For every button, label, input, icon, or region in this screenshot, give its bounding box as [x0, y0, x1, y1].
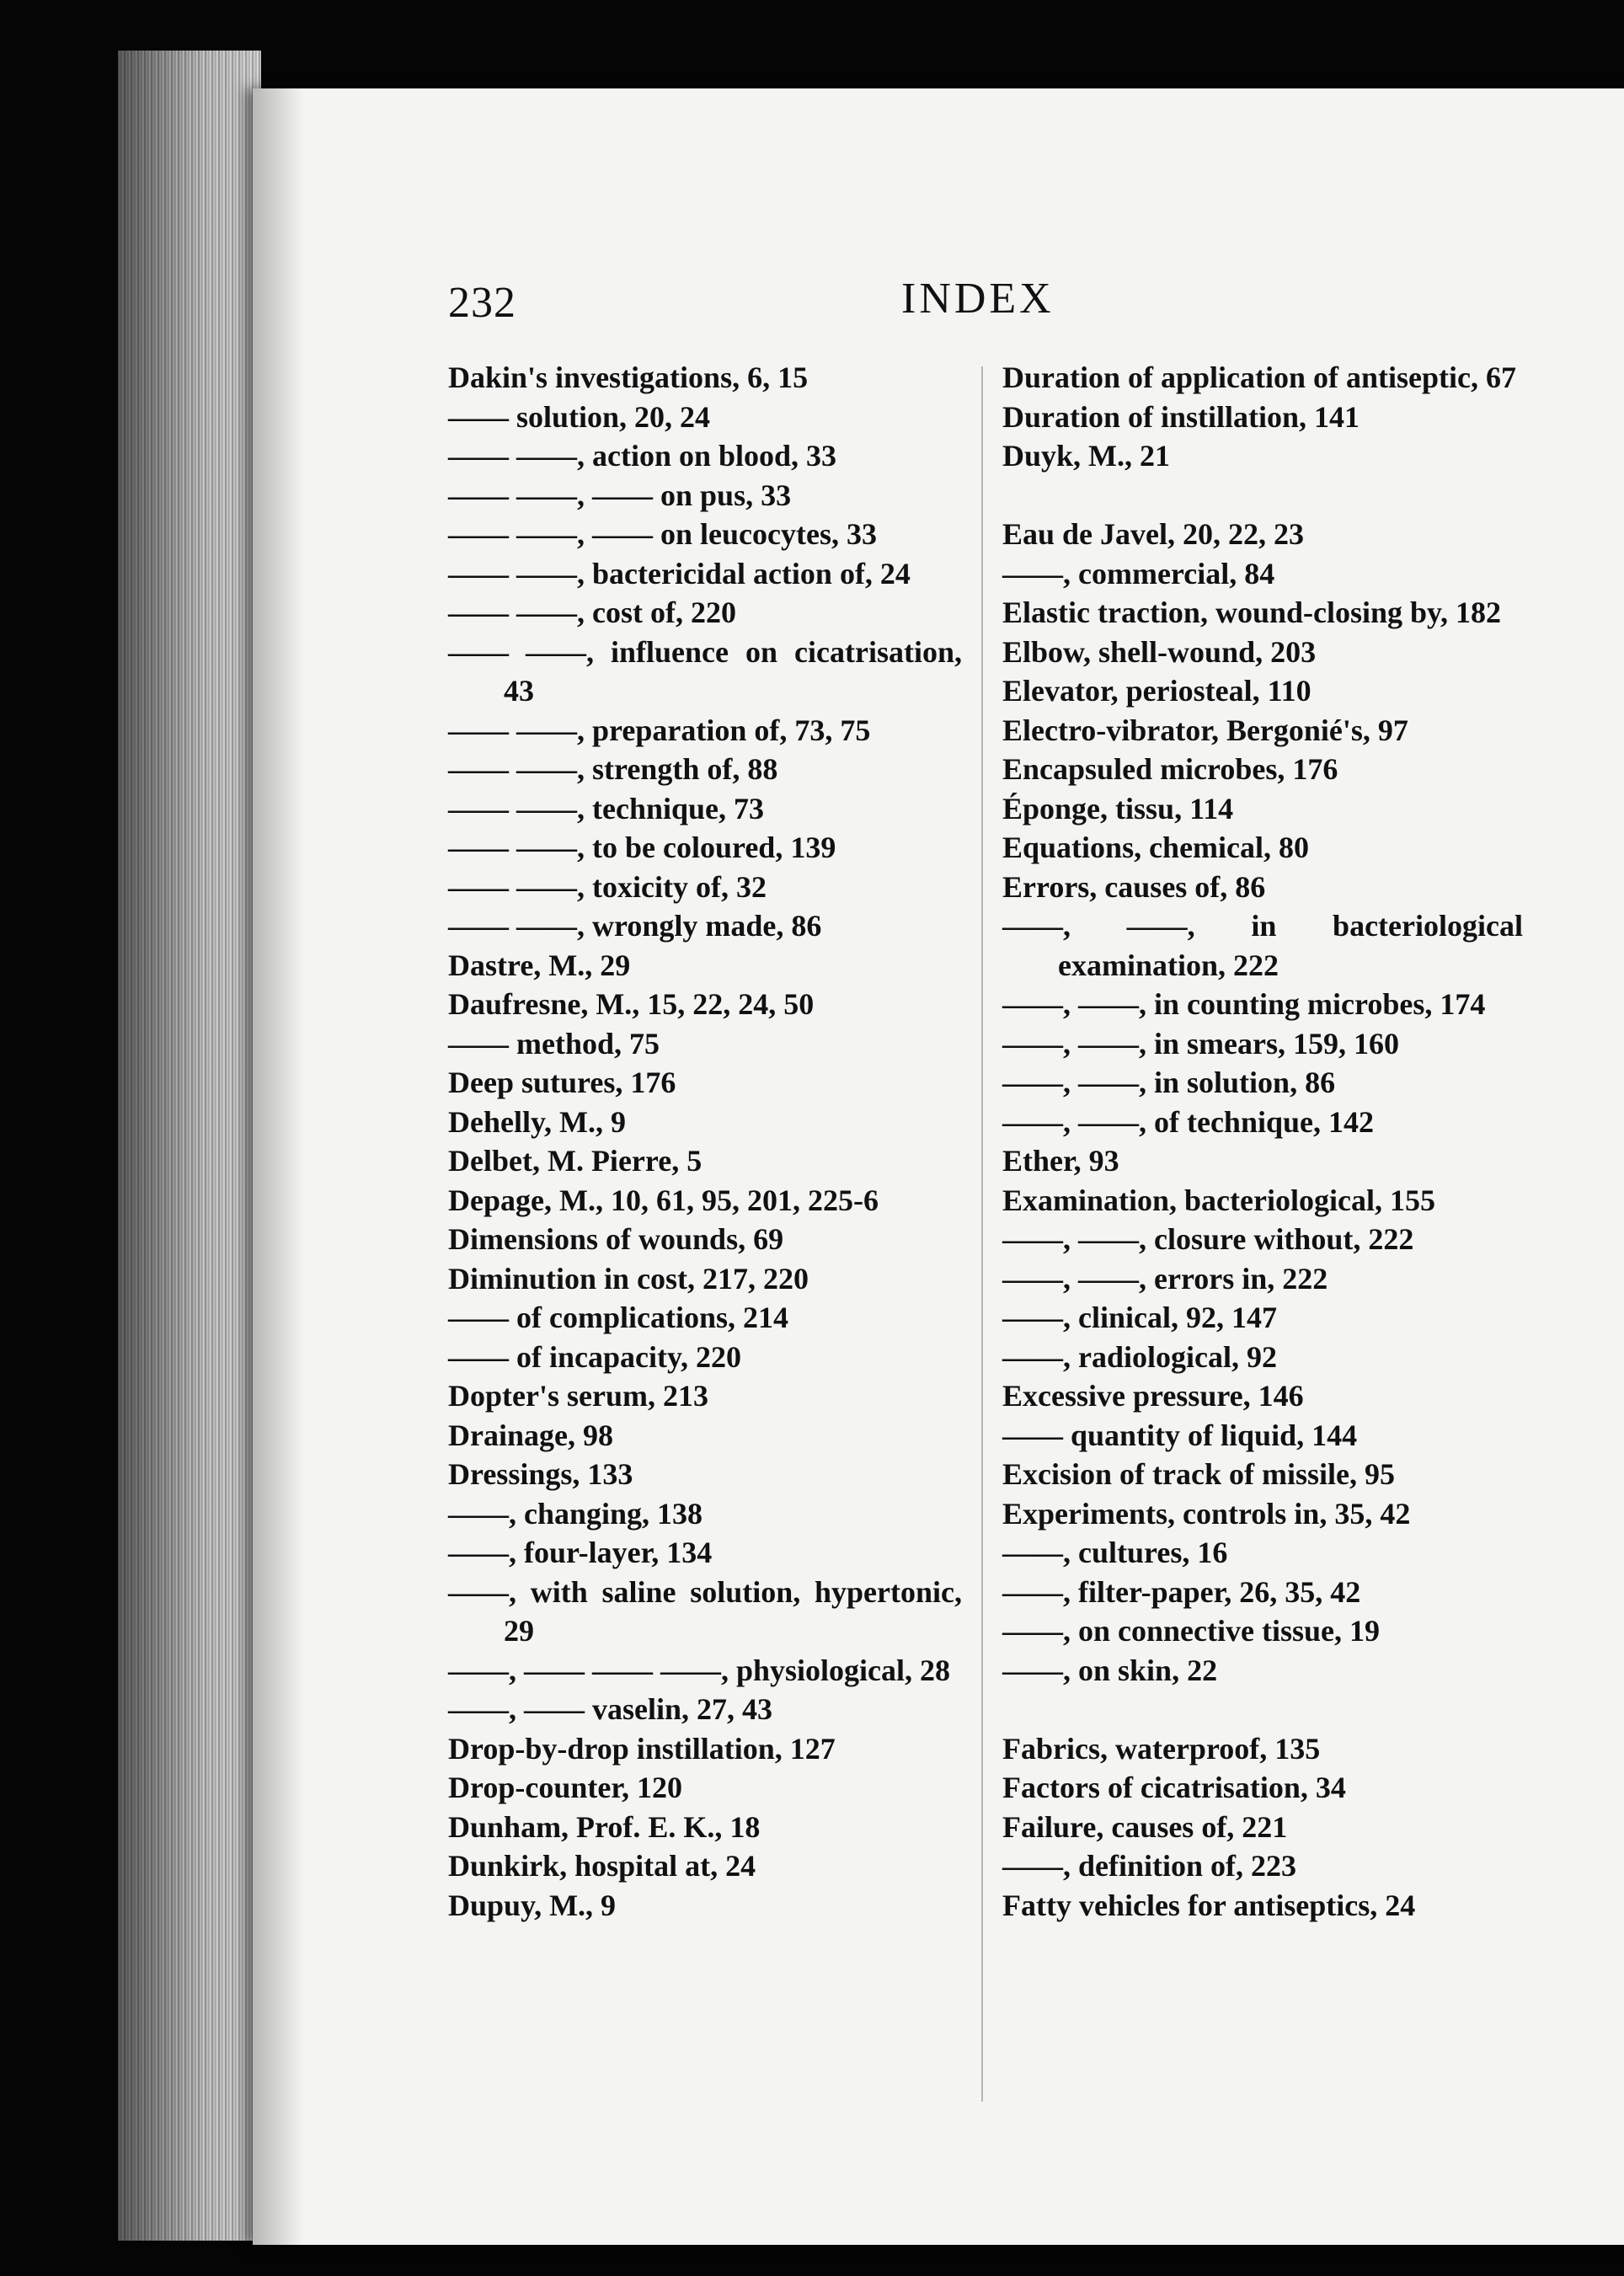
index-entry: ——, ——, errors in, 222 — [1002, 1261, 1328, 1296]
index-entry: Dopter's serum, 213 — [448, 1379, 708, 1413]
index-entry: —— ——, —— on leucocytes, 33 — [448, 517, 877, 551]
book-edge-shadow — [118, 51, 261, 2241]
column-divider — [981, 366, 983, 2102]
index-entry: —— ——, cost of, 220 — [448, 596, 736, 629]
index-entry: Dunkirk, hospital at, 24 — [448, 1849, 756, 1883]
index-entry: Duration of instillation, 141 — [1002, 399, 1360, 434]
index-entry: Dehelly, M., 9 — [448, 1104, 626, 1139]
section-gap — [1002, 476, 1523, 516]
index-entry: ——, on connective tissue, 19 — [1002, 1614, 1380, 1648]
index-entry: ——, changing, 138 — [448, 1496, 703, 1531]
index-entry: —— solution, 20, 24 — [448, 399, 711, 434]
index-entry: Electro-vibrator, Bergonié's, 97 — [1002, 713, 1408, 747]
index-entry: ——, on skin, 22 — [1002, 1653, 1218, 1687]
index-entry: Depage, M., 10, 61, 95, 201, 225-6 — [448, 1183, 879, 1217]
index-entry: ——, definition of, 223 — [1002, 1849, 1297, 1883]
index-entry: —— ——, toxicity of, 32 — [448, 869, 767, 904]
index-entry: Deep sutures, 176 — [448, 1066, 676, 1099]
index-entry: —— ——, action on blood, 33 — [448, 439, 837, 473]
index-entry: —— of incapacity, 220 — [448, 1339, 741, 1374]
index-entry: —— method, 75 — [448, 1026, 660, 1061]
index-entry: Fabrics, waterproof, 135 — [1002, 1731, 1321, 1766]
index-entry: ——, ——, in bacteriological examination, 222 — [1002, 909, 1523, 982]
index-entry: Drop-counter, 120 — [448, 1771, 682, 1804]
index-entry: Delbet, M. Pierre, 5 — [448, 1144, 702, 1178]
index-entry: ——, filter-paper, 26, 35, 42 — [1002, 1574, 1361, 1609]
index-entry: —— ——, technique, 73 — [448, 791, 765, 825]
index-entry: Duration of application of antiseptic, 67 — [1002, 361, 1517, 394]
index-entry: Drainage, 98 — [448, 1418, 613, 1452]
book-page — [253, 88, 1624, 2245]
index-entry: ——, ——, in smears, 159, 160 — [1002, 1026, 1399, 1061]
index-entry: Drop-by-drop instillation, 127 — [448, 1731, 836, 1766]
index-entry: ——, ——, in solution, 86 — [1002, 1066, 1336, 1099]
index-entry: ——, radiological, 92 — [1002, 1339, 1277, 1374]
index-entry: Dakin's investigations, 6, 15 — [448, 361, 809, 394]
index-entry: Examination, bacteriological, 155 — [1002, 1183, 1435, 1217]
index-entry: Daufresne, M., 15, 22, 24, 50 — [448, 987, 815, 1021]
index-entry: —— ——, to be coloured, 139 — [448, 831, 836, 864]
index-entry: —— of complications, 214 — [448, 1301, 788, 1334]
index-entry: Dimensions of wounds, 69 — [448, 1222, 784, 1256]
index-entry: Excision of track of missile, 95 — [1002, 1457, 1395, 1491]
index-entry: —— ——, strength of, 88 — [448, 752, 778, 786]
index-entry: Encapsuled microbes, 176 — [1002, 752, 1338, 786]
index-entry: Ether, 93 — [1002, 1144, 1119, 1178]
index-entry: —— quantity of liquid, 144 — [1002, 1418, 1358, 1452]
index-column-right — [1002, 358, 1523, 1925]
index-entry: Dupuy, M., 9 — [448, 1888, 617, 1922]
index-entry: —— ——, wrongly made, 86 — [448, 909, 822, 943]
index-entry: ——, commercial, 84 — [1002, 556, 1275, 590]
index-entry: Failure, causes of, 221 — [1002, 1809, 1288, 1844]
index-entry: Eau de Javel, 20, 22, 23 — [1002, 517, 1305, 551]
index-entry: Dastre, M., 29 — [448, 948, 631, 982]
index-column-left — [448, 358, 962, 1925]
index-entry: Equations, chemical, 80 — [1002, 831, 1310, 864]
index-entry: —— ——, —— on pus, 33 — [448, 478, 792, 512]
index-entry: ——, four-layer, 134 — [448, 1536, 713, 1569]
index-entry: Duyk, M., 21 — [1002, 439, 1171, 473]
section-gap — [1002, 1690, 1523, 1729]
index-entry: Factors of cicatrisation, 34 — [1002, 1771, 1346, 1804]
index-entry: Errors, causes of, 86 — [1002, 869, 1266, 904]
index-entry: Excessive pressure, 146 — [1002, 1379, 1304, 1413]
index-entry: ——, ——, in counting microbes, 174 — [1002, 987, 1486, 1021]
index-entry: Elbow, shell-wound, 203 — [1002, 634, 1317, 669]
index-entry: ——, —— vaselin, 27, 43 — [448, 1692, 773, 1726]
index-entry: Experiments, controls in, 35, 42 — [1002, 1496, 1411, 1531]
index-entry: ——, with saline solution, hypertonic, 29 — [448, 1574, 962, 1648]
page-title: INDEX — [901, 275, 1055, 323]
index-entry: ——, cultures, 16 — [1002, 1536, 1228, 1569]
index-entry: Fatty vehicles for antiseptics, 24 — [1002, 1888, 1416, 1922]
index-entry: —— ——, preparation of, 73, 75 — [448, 713, 871, 747]
page-number: 232 — [448, 279, 516, 327]
index-entry: —— ——, influence on cicatrisation, 43 — [448, 634, 962, 708]
index-entry: ——, —— —— ——, physiological, 28 — [448, 1653, 951, 1687]
index-entry: Diminution in cost, 217, 220 — [448, 1261, 809, 1296]
index-entry: Elevator, periosteal, 110 — [1002, 674, 1311, 708]
index-entry: Dressings, 133 — [448, 1457, 633, 1491]
index-entry: Elastic traction, wound-closing by, 182 — [1002, 596, 1502, 629]
index-entry: —— ——, bactericidal action of, 24 — [448, 556, 911, 590]
index-entry: Éponge, tissu, 114 — [1002, 791, 1234, 825]
index-entry: ——, ——, of technique, 142 — [1002, 1104, 1374, 1139]
index-entry: ——, ——, closure without, 222 — [1002, 1222, 1414, 1256]
index-entry: ——, clinical, 92, 147 — [1002, 1301, 1277, 1334]
index-entry: Dunham, Prof. E. K., 18 — [448, 1809, 761, 1844]
